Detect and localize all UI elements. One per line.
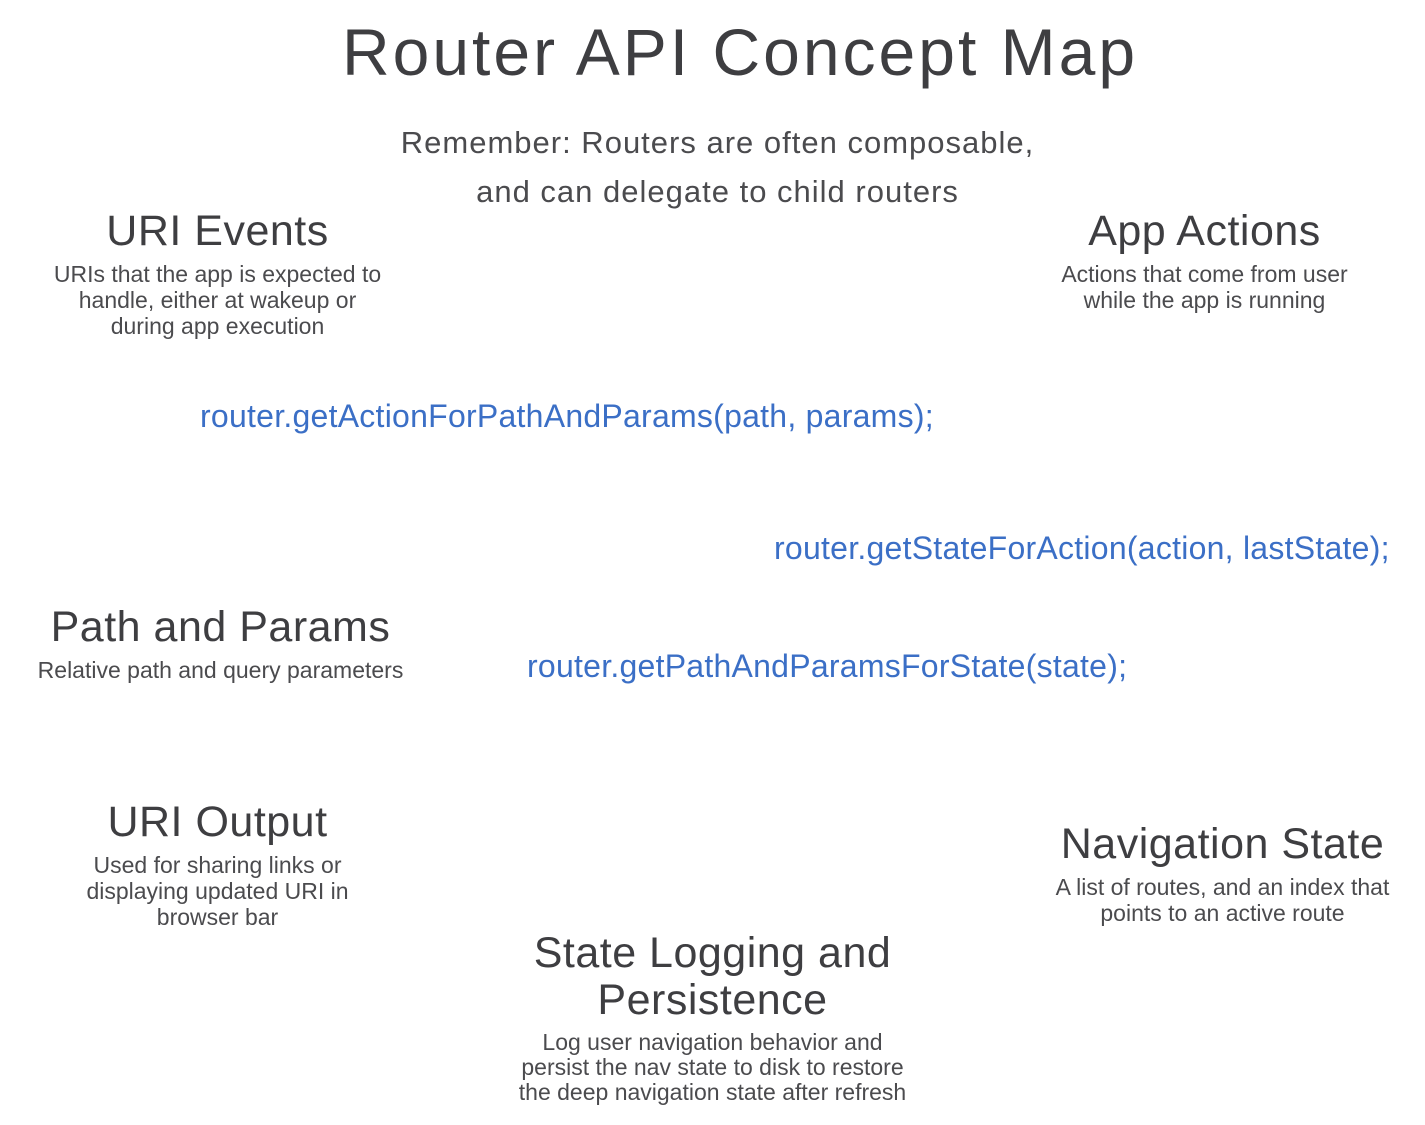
node-app-actions	[1002, 207, 1407, 313]
navigation-state-title: Navigation State	[1060, 820, 1385, 868]
page-title: Router API Concept Map	[341, 15, 1139, 89]
state-logging-desc-line-1: Log user navigation behavior and	[542, 1029, 883, 1055]
navigation-state-desc-line-2: points to an active route	[1100, 900, 1345, 926]
state-logging-desc-line-3: the deep navigation state after refresh	[518, 1079, 907, 1105]
subtitle-line-2: and can delegate to child routers	[476, 174, 959, 209]
state-logging-title-line-1: State Logging and	[533, 929, 892, 977]
app-actions-description	[1002, 261, 1407, 313]
node-uri-output	[15, 798, 420, 930]
node-state-logging-and-persistence	[490, 930, 935, 1105]
uri-output-desc-line-2: displaying updated URI in	[86, 878, 349, 904]
node-path-and-params	[18, 603, 423, 683]
state-logging-desc-line-2: persist the nav state to disk to restore	[521, 1054, 904, 1080]
uri-events-desc-line-1: URIs that the app is expected to	[53, 261, 382, 287]
app-actions-title: App Actions	[1088, 207, 1321, 255]
state-logging-title	[490, 930, 935, 1024]
subtitle-line-1: Remember: Routers are often composable,	[400, 125, 1035, 160]
state-logging-title-line-2: Persistence	[597, 976, 828, 1024]
path-and-params-title: Path and Params	[50, 603, 391, 651]
navigation-state-description	[1020, 874, 1425, 926]
navigation-state-desc-line-1: A list of routes, and an index that	[1055, 874, 1390, 900]
uri-events-title: URI Events	[106, 207, 329, 255]
uri-output-desc-line-3: browser bar	[156, 904, 279, 930]
app-actions-desc-line-1: Actions that come from user	[1061, 261, 1348, 287]
uri-events-desc-line-2: handle, either at wakeup or	[78, 287, 357, 313]
code-get-state-for-action: router.getStateForAction(action, lastState);	[774, 530, 1390, 566]
state-logging-description	[490, 1030, 935, 1105]
uri-output-description	[15, 852, 420, 930]
uri-output-desc-line-1: Used for sharing links or	[93, 852, 342, 878]
path-and-params-description	[18, 657, 423, 683]
code-get-action-for-path-and-params: router.getActionForPathAndParams(path, params);	[200, 398, 934, 434]
uri-output-title: URI Output	[107, 798, 328, 846]
node-navigation-state	[1020, 820, 1425, 926]
path-and-params-desc-line-1: Relative path and query parameters	[37, 657, 404, 683]
node-uri-events	[15, 207, 420, 339]
code-get-path-and-params-for-state: router.getPathAndParamsForState(state);	[527, 648, 1128, 684]
app-actions-desc-line-2: while the app is running	[1083, 287, 1326, 313]
map-subtitle	[290, 118, 1145, 216]
uri-events-desc-line-3: during app execution	[110, 313, 325, 339]
uri-events-description	[15, 261, 420, 339]
